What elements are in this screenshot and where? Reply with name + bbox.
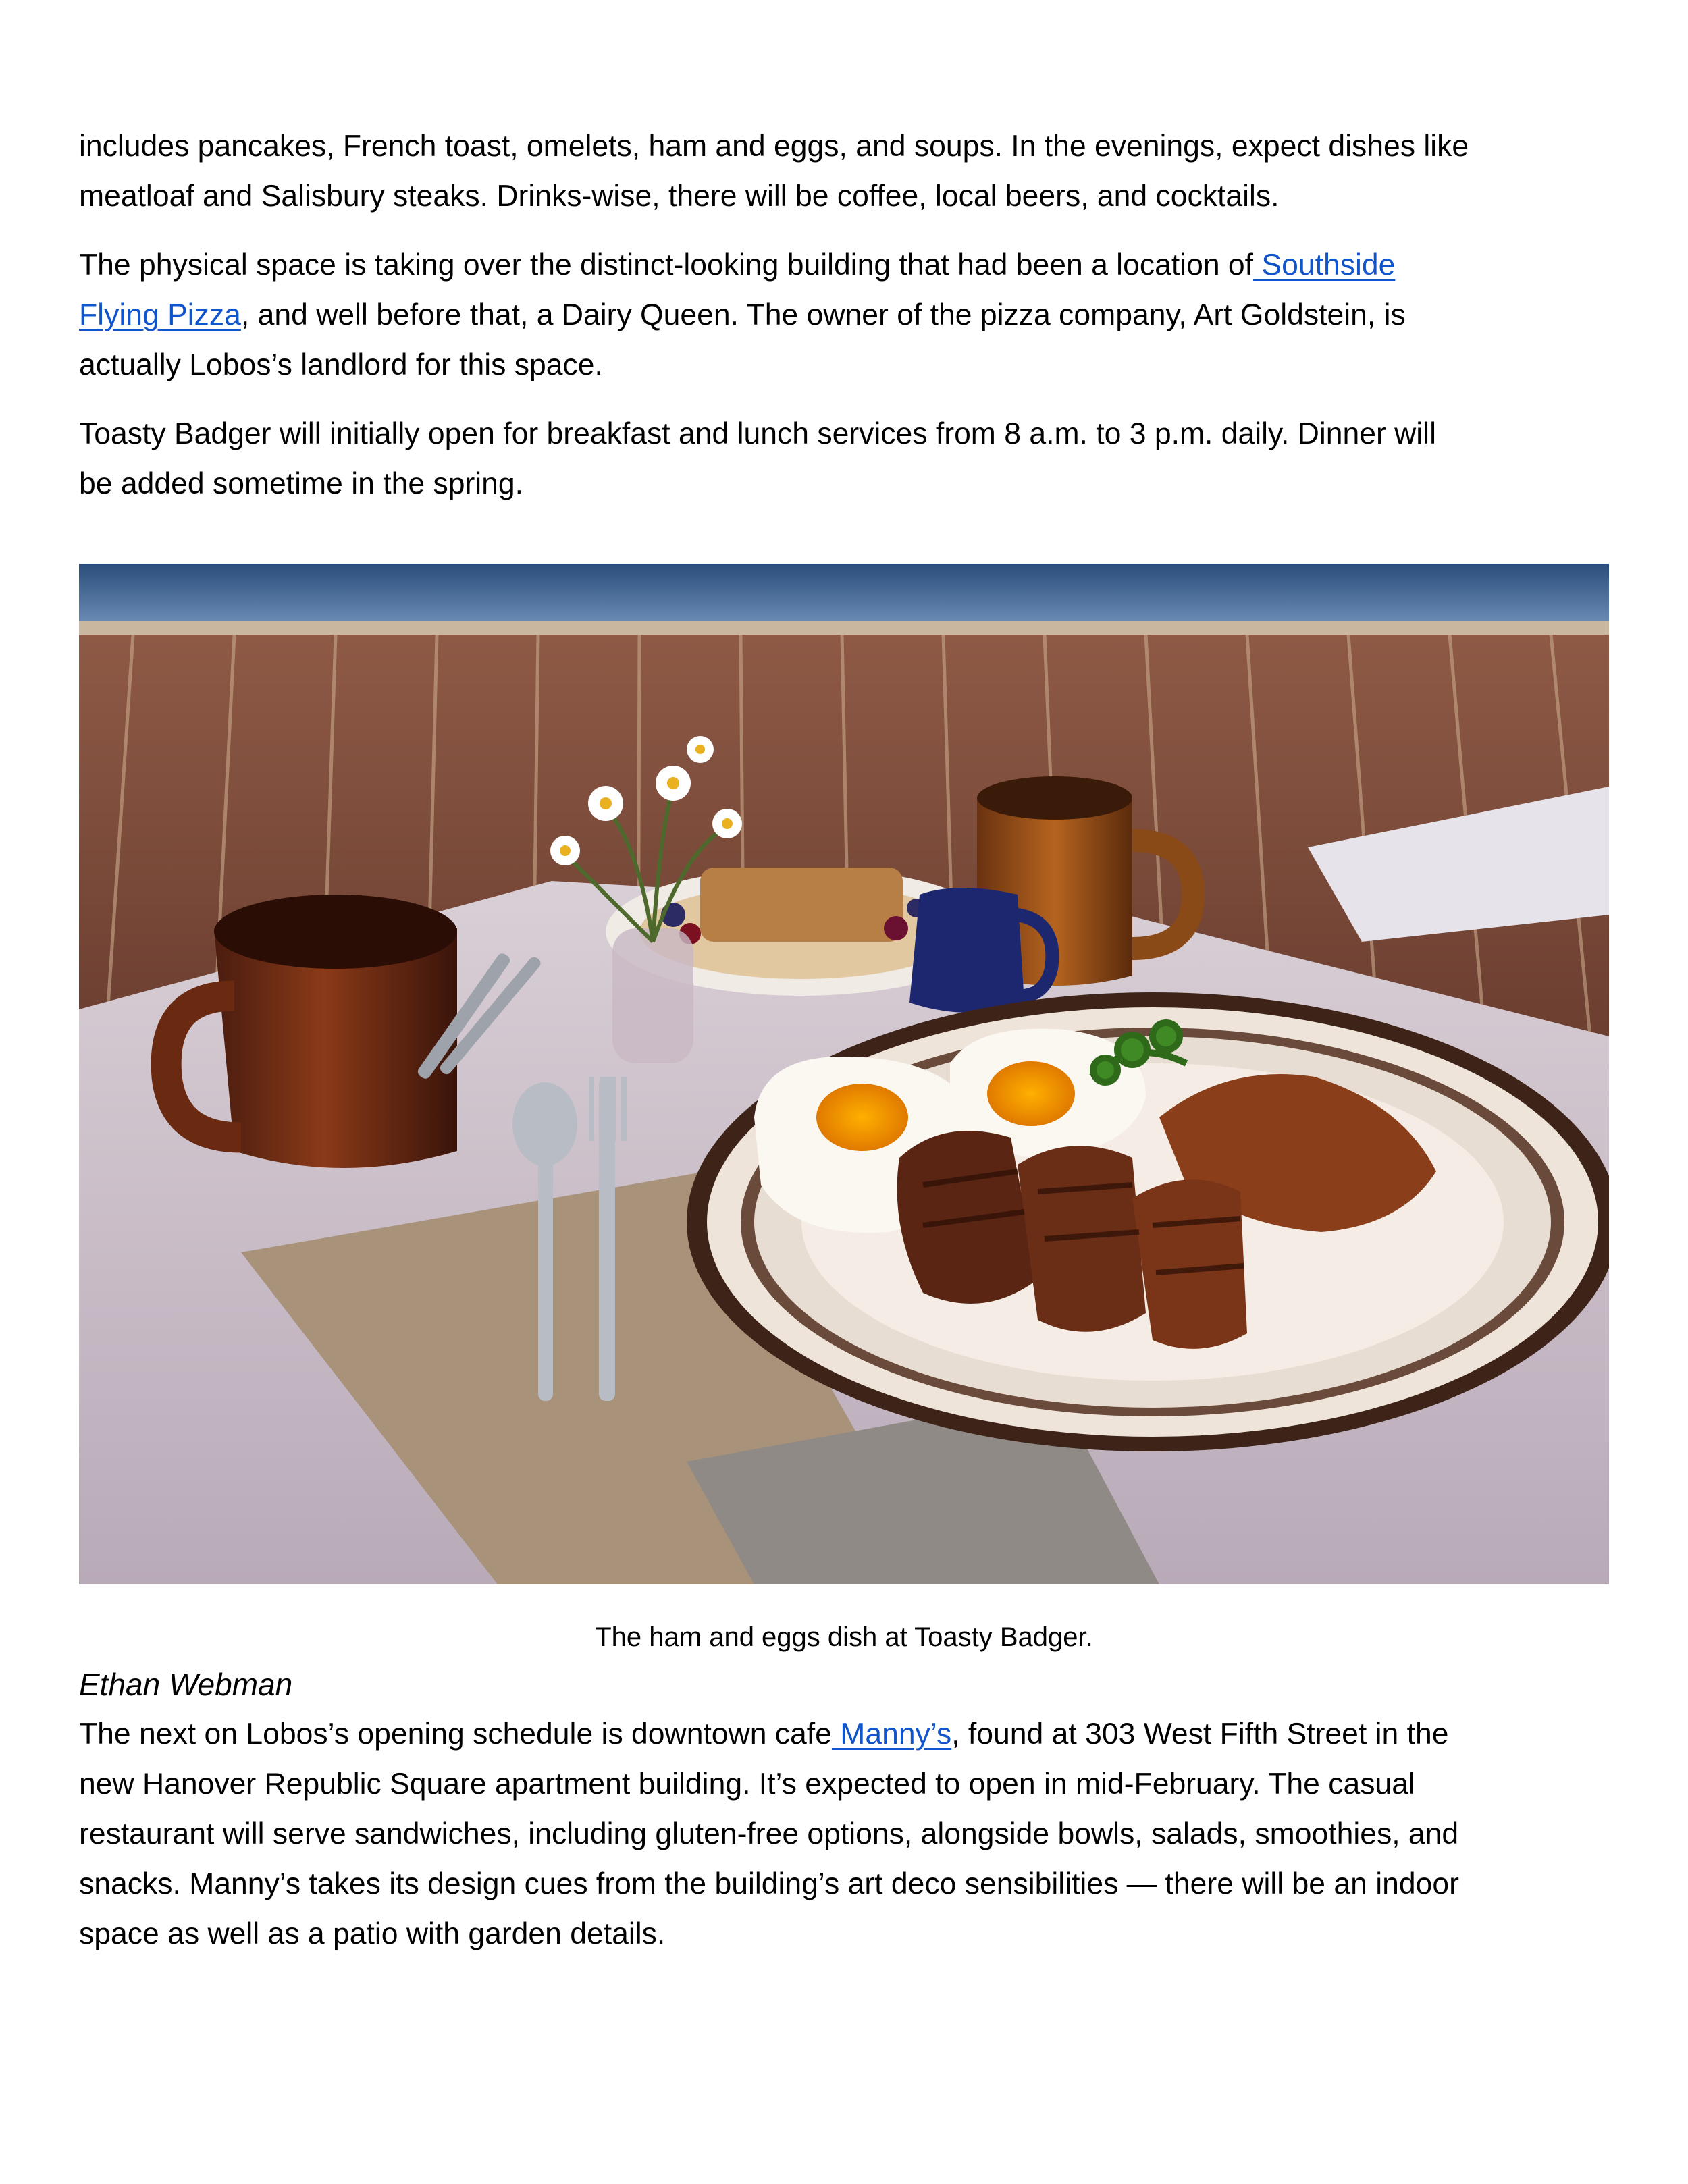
text-line: actually Lobos’s landlord for this space. — [79, 348, 603, 381]
text-segment: , found at 303 West Fifth Street in the — [951, 1717, 1449, 1751]
photo-caption: The ham and eggs dish at Toasty Badger. — [595, 1622, 1093, 1652]
text-line: includes pancakes, French toast, omelets, ham and eggs, and soups. In the evenings, expect dishes like — [79, 130, 1469, 163]
paragraph-menu — [79, 122, 1609, 221]
text-line — [79, 290, 1609, 340]
text-segment: , and well before that, a Dairy Queen. The owner of the pizza company, Art Goldstein, is — [240, 298, 1406, 331]
article-body-continued — [79, 1709, 1609, 1978]
text-line — [79, 1709, 1609, 1759]
breakfast-photo — [79, 564, 1609, 1584]
text-line: new Hanover Republic Square apartment building. It’s expected to open in mid-February. The casual — [79, 1767, 1415, 1801]
text-line: space as well as a patio with garden details. — [79, 1917, 666, 1950]
text-line: restaurant will serve sandwiches, including gluten-free options, alongside bowls, salads, smoothies, and — [79, 1817, 1459, 1850]
paragraph-hours — [79, 409, 1609, 509]
paragraph-physical-space — [79, 240, 1609, 390]
text-segment: The physical space is taking over the distinct-looking building that had been a location of — [79, 248, 1254, 282]
text-line: meatloaf and Salisbury steaks. Drinks-wise, there will be coffee, local beers, and cocktails. — [79, 180, 1280, 213]
text-line: be added sometime in the spring. — [79, 467, 524, 500]
southside-flying-pizza-link[interactable]: Southside — [1253, 248, 1396, 282]
paragraph-mannys — [79, 1709, 1609, 1959]
text-line — [79, 240, 1609, 290]
southside-flying-pizza-link-continued[interactable]: Flying Pizza — [79, 298, 241, 331]
text-line: Toasty Badger will initially open for breakfast and lunch services from 8 a.m. to 3 p.m. daily. Dinner will — [79, 417, 1436, 450]
mannys-link[interactable]: Manny’s — [831, 1717, 952, 1751]
text-segment: The next on Lobos’s opening schedule is downtown cafe — [79, 1717, 832, 1751]
photo-credit: Ethan Webman — [79, 1667, 293, 1702]
article-body — [79, 122, 1609, 528]
text-line: snacks. Manny’s takes its design cues from the building’s art deco sensibilities — there will be an indoor — [79, 1867, 1459, 1900]
